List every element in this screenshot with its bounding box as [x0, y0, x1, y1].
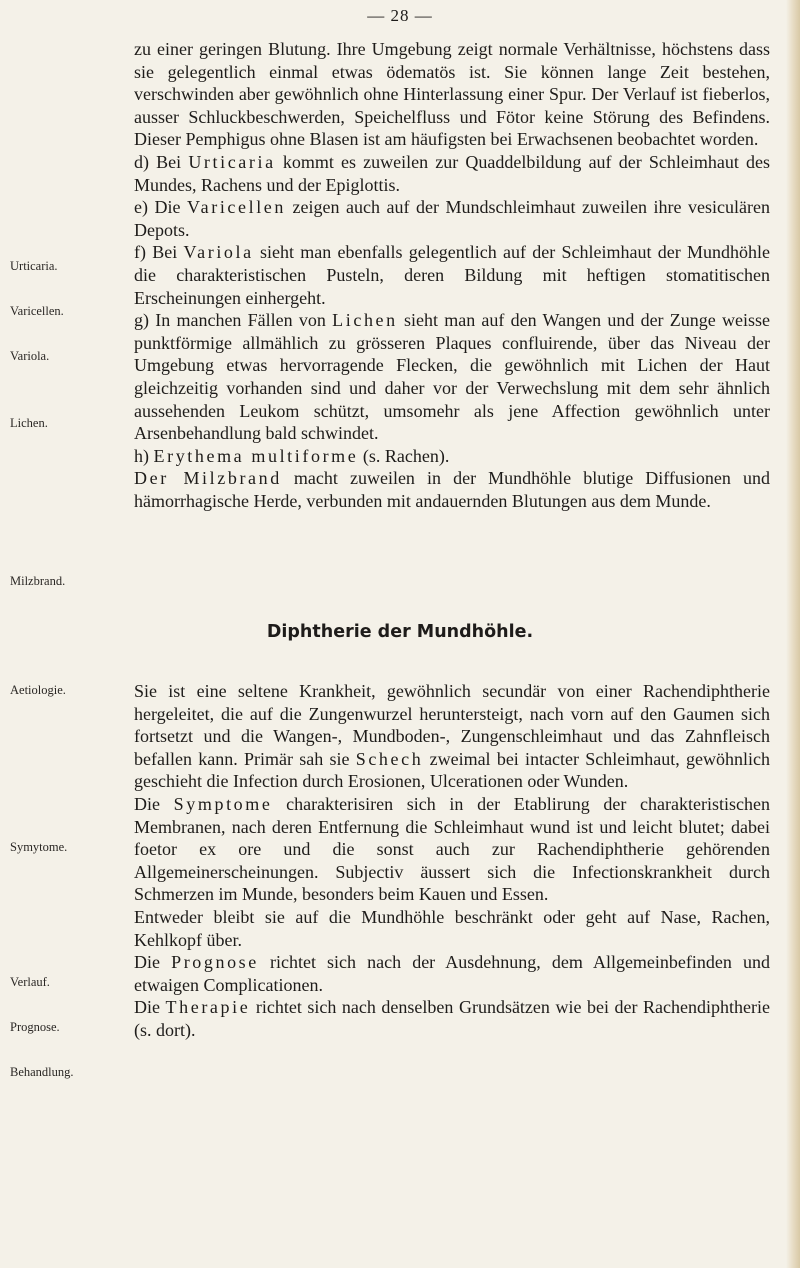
text-block-lower [134, 680, 770, 1042]
margin-note-aetiologie: Aetiologie. [10, 683, 66, 697]
margin-note-varicellen: Varicellen. [10, 304, 64, 318]
paragraph-verlauf: Entweder bleibt sie auf die Mundhöhle beschränkt oder geht auf Nase, Rachen, Kehlkopf über. [134, 906, 770, 950]
paragraph-aetiologie: Sie ist eine seltene Krankheit, gewöhnlich secundär von einer Rachendiphtherie hergeleitet, die auf die Zungenwurzel heruntersteigt, nach vorn auf den Gaumen sich fortsetzt und die Wangen-, Mundboden-, Zungenschleimhaut und das Zahnfleisch befallen kann. Primär sah sie Schech zweimal bei intacter Schleimhaut, gewöhnlich geschieht die Infection durch Erosionen, Ulcerationen oder Wunden. [134, 681, 771, 792]
paragraph-milzbrand: Der Milzbrand macht zuweilen in der Mundhöhle blutige Diffusionen und hämorrhagische Herde, verbunden mit andauernden Blutungen aus dem Munde. [134, 468, 770, 511]
section-heading: Diphtherie der Mundhöhle. [266, 622, 534, 642]
text-block-upper [134, 38, 770, 512]
paragraph-therapie: Die Therapie richtet sich nach denselben Grundsätzen wie bei der Rachendiphtherie (s. dort). [134, 997, 770, 1040]
margin-note-behandlung: Behandlung. [10, 1065, 74, 1079]
paragraph-symptome: Die Symptome charakterisiren sich in der Etablirung der charakteristischen Membranen, nach deren Entfernung die Schleimhaut wund ist und leicht blutet; dabei foetor ex ore und die sonst auch zur Rachendiphtherie gehörenden Allgemeinerscheinungen. Subjectiv äussert sich die Infectionskrankheit durch Schmerzen im Munde, besonders beim Kauen und Essen. [134, 793, 770, 905]
margin-note-milzbrand: Milzbrand. [10, 574, 66, 588]
margin-note-prognose: Prognose. [10, 1020, 60, 1034]
margin-note-urticaria: Urticaria. [10, 259, 58, 273]
paragraph-urticaria: d) Bei Urticaria kommt es zuweilen zur Quaddelbildung auf der Schleimhaut des Mundes, Rachens und der Epiglottis. [134, 151, 770, 195]
paragraph-continuation: zu einer geringen Blutung. Ihre Umgebung zeigt normale Verhältnisse, höchstens dass sie gelegentlich einmal etwas ödematös ist. Sie können lange Zeit bestehen, verschwinden aber gewöhnlich ohne Hinterlassung einer Spur. Der Verlauf ist fieberlos, ausser Schluckbeschwerden, Speichelfluss und Fötor keine Störung des Befindens. Dieser Pemphigus ohne Blasen ist am häufigsten bei Erwachsenen beobachtet worden. [134, 39, 770, 150]
margin-note-verlauf: Verlauf. [10, 975, 50, 989]
paragraph-variola: f) Bei Variola sieht man ebenfalls gelegentlich auf der Schleimhaut der Mundhöhle die charakteristischen Pusteln, deren Bildung mit heftigen stomatitischen Erscheinungen einhergeht. [134, 242, 771, 308]
paragraph-prognose: Die Prognose richtet sich nach der Ausdehnung, dem Allgemeinbefinden und etwaigen Complicationen. [134, 952, 770, 995]
page-number: — 28 — [367, 6, 433, 25]
paragraph-lichen: g) In manchen Fällen von Lichen sieht man auf den Wangen und der Zunge weisse punktförmige allmählich zu grösseren Plaques confluirende, über das Niveau der Umgebung etwas hervorragende Flecken, die gewöhnlich mit Lichen der Haut gleichzeitig vorhanden sind und daher vor der Verwechslung mit dem sehr ähnlich aussehenden Leukom schützt, umsomehr als jene Affection gewöhnlich unter Arsenbehandlung bald schwindet. [134, 310, 771, 444]
paragraph-varicellen: e) Die Varicellen zeigen auch auf der Mundschleimhaut zuweilen ihre vesiculären Depots. [134, 197, 770, 240]
paragraph-erythema: h) Erythema multiforme (s. Rachen). [134, 445, 450, 466]
margin-note-lichen: Lichen. [10, 416, 48, 430]
margin-note-variola: Variola. [10, 349, 50, 363]
margin-note-symptome: Symytome. [10, 840, 68, 854]
